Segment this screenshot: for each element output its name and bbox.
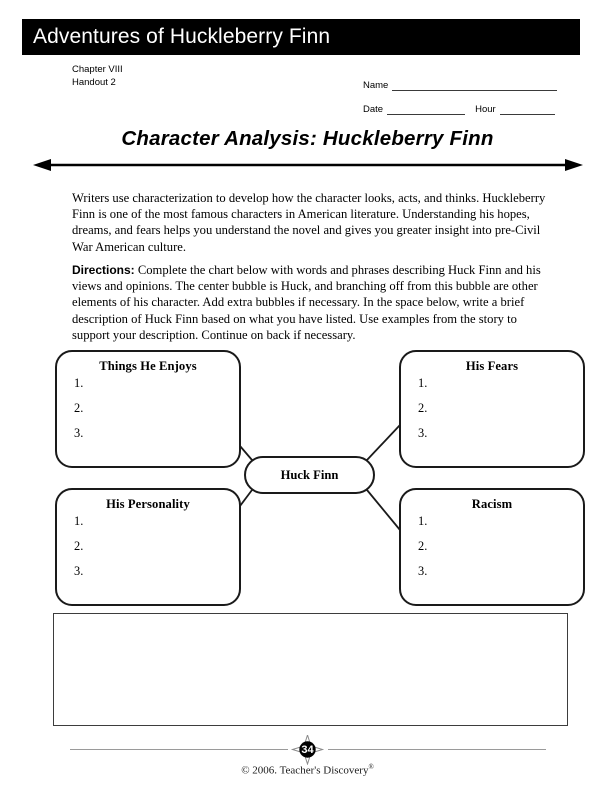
description-response-box[interactable] — [53, 613, 568, 726]
bubble-title: Racism — [471, 497, 513, 511]
list-item[interactable]: 1. — [418, 376, 428, 390]
list-item[interactable]: 2. — [74, 539, 84, 553]
bubble-things-he-enjoys[interactable] — [55, 350, 241, 468]
list-item[interactable]: 2. — [418, 401, 428, 415]
bubble-list — [401, 371, 583, 446]
chapter-label: Chapter VIII — [72, 64, 123, 75]
copyright-notice — [0, 763, 615, 777]
bubble-racism[interactable] — [399, 488, 585, 606]
list-item[interactable]: 3. — [74, 426, 84, 440]
directions-label: Directions: — [72, 262, 135, 277]
intro-paragraph: Writers use characterization to develop how the character looks, acts, and thinks. Huckleberry Finn is one of the most famous characters in American literature. Understanding his hopes, dreams, and fears helps you understand the novel and gives you greater insight into pre-Civil War American culture. — [72, 190, 546, 254]
center-bubble-label: Huck Finn — [280, 467, 339, 482]
chapter-handout-block — [72, 64, 123, 89]
header-bar — [22, 19, 580, 55]
name-label: Name — [363, 80, 389, 91]
name-input[interactable] — [392, 81, 557, 91]
bubble-title: His Personality — [106, 497, 190, 511]
directions-text: Complete the chart below with words and phrases describing Huck Finn and his views and opinions. The center bubble is Huck, and branching off from this bubble are other elements of his character. Add extra bubbles if necessary. In the space below, write a brief description of Huck Finn based on what you have listed. Use examples from the story to support your description. Continue on back if necessary. — [72, 262, 541, 343]
registered-mark: ® — [368, 763, 374, 771]
hour-label: Hour — [475, 104, 496, 115]
book-title: Adventures of Huckleberry Finn — [33, 25, 331, 48]
list-item[interactable]: 3. — [418, 564, 428, 578]
bubble-center-huck-finn[interactable] — [244, 456, 375, 494]
hour-input[interactable] — [500, 105, 555, 115]
bubble-his-personality[interactable] — [55, 488, 241, 606]
bubble-list — [401, 509, 583, 584]
handout-label: Handout 2 — [72, 76, 116, 88]
list-item[interactable]: 1. — [418, 514, 428, 528]
page-number: 34 — [301, 744, 314, 756]
list-item[interactable]: 1. — [74, 514, 84, 528]
bubble-title: Things He Enjoys — [99, 359, 197, 373]
bubble-list — [57, 509, 239, 584]
character-web-diagram — [0, 340, 615, 612]
bubble-list — [57, 371, 239, 446]
directions-paragraph — [72, 262, 550, 344]
bubble-title: His Fears — [465, 359, 519, 373]
footer-rule-right — [328, 749, 546, 750]
page-title: Character Analysis: Huckleberry Finn — [121, 127, 494, 150]
date-hour-row — [363, 104, 557, 115]
footer-rule-left — [70, 749, 288, 750]
name-row — [363, 80, 557, 91]
list-item[interactable]: 2. — [74, 401, 84, 415]
list-item[interactable]: 2. — [418, 539, 428, 553]
page-footer — [0, 735, 615, 800]
bubble-his-fears[interactable] — [399, 350, 585, 468]
list-item[interactable]: 1. — [74, 376, 84, 390]
compass-ornament-icon — [285, 735, 330, 765]
name-date-block — [363, 80, 557, 128]
copyright-text: © 2006. Teacher's Discovery — [241, 764, 369, 777]
date-input[interactable] — [387, 105, 465, 115]
double-arrow-divider — [33, 155, 583, 175]
list-item[interactable]: 3. — [74, 564, 84, 578]
date-label: Date — [363, 104, 384, 115]
list-item[interactable]: 3. — [418, 426, 428, 440]
